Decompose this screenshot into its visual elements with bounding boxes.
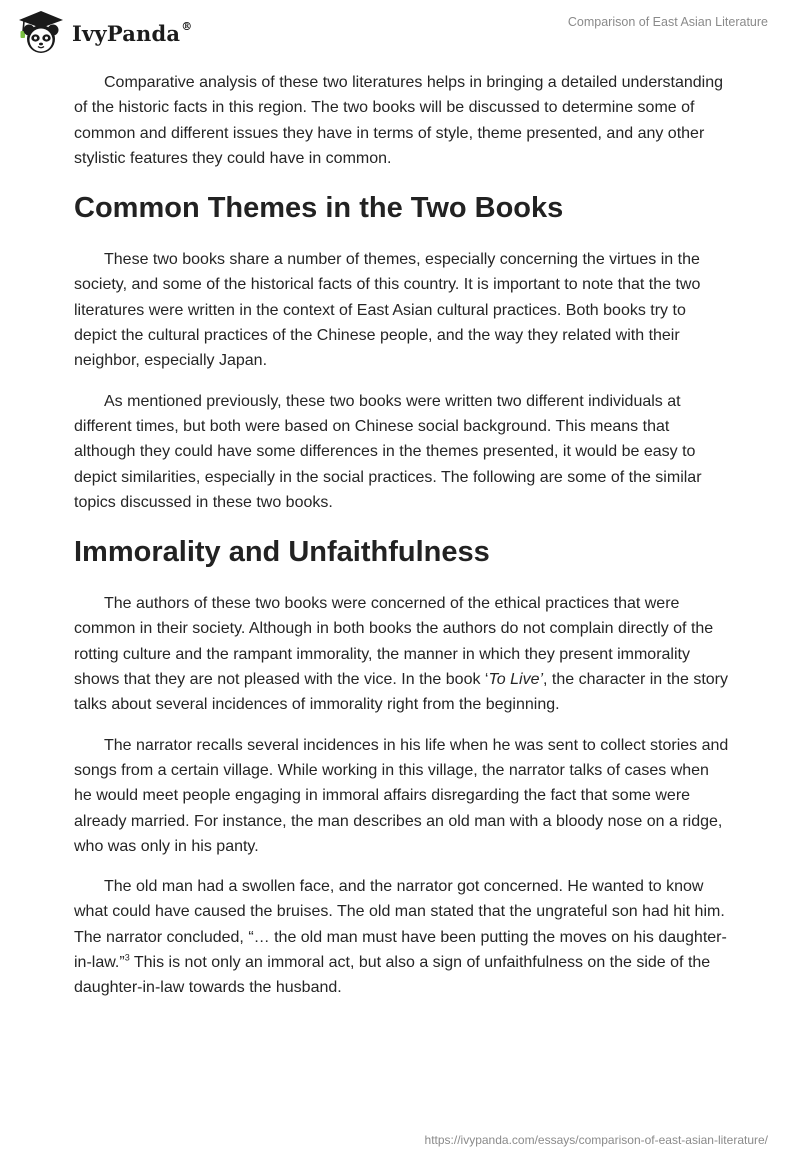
text-segment: The old man had a swollen face, and the narrator got concerned. He wanted to know what could have caused the bruises. The old man stated that the ungrateful son had hit him. The narrator concluded, “… the old man must have been putting the moves on his daughter-in-law.” [74, 878, 727, 972]
paragraph: The narrator recalls several incidences in his life when he was sent to collect stories and songs from a certain village. While working in this village, the narrator talks of cases when he would meet people engaging in immoral affairs disregarding the fact that some were already married. For instance, the man describes an old man with a bloody nose on a ridge, who was only in his panty. [74, 736, 729, 855]
intro-paragraph: Comparative analysis of these two literatures helps in bringing a detailed understanding of the historic facts in this region. The two books will be discussed to determine some of common and different issues they have in terms of style, theme presented, and any other stylistic features they could have in common. [74, 74, 724, 167]
paragraph [74, 874, 730, 1000]
paragraph [74, 591, 730, 717]
document-title: Comparison of East Asian Literature [567, 15, 768, 29]
logo[interactable] [16, 8, 192, 56]
text-segment: This is not only an immoral act, but also a sign of unfaithfulness on the side of the daughter-in-law towards the husband. [74, 954, 711, 997]
section-heading-common-themes: Common Themes in the Two Books [74, 192, 564, 225]
source-url[interactable]: https://ivypanda.com/essays/comparison-of-east-asian-literature/ [424, 1133, 768, 1147]
paragraph: These two books share a number of themes, especially concerning the virtues in the society, and some of the historical facts of this country. It is important to note that the two literatures were written in the context of East Asian cultural practices. Both books try to depict the cultural practices of the Chinese people, and the way they related with their neighbor, especially Japan. [74, 251, 701, 370]
text-segment: The authors of these two books were concerned of the ethical practices that were common in their society. Although in both books the authors do not complain directly of the rotting culture and the rampant immorality, the manner in which they present immorality shows that they are not pleased with the vice. In the book ‘ [74, 595, 714, 689]
registered-mark: ® [181, 19, 193, 33]
section-heading-immorality: Immorality and Unfaithfulness [74, 536, 490, 569]
page-header [0, 0, 800, 64]
footnote-ref[interactable]: 3 [124, 952, 130, 963]
paragraph: As mentioned previously, these two books were written two different individuals at different times, but both were based on Chinese social background. This means that although they could have some differences in the themes presented, it would be easy to depict similarities, especially in the social practices. The following are some of the similar topics discussed in these two books. [74, 392, 702, 511]
panda-graduate-icon [16, 8, 66, 56]
essay-body [74, 70, 730, 1016]
brand-name: IvyPanda® [72, 19, 193, 46]
text-segment: , the character in the story talks about several incidences of immorality right from the beginning. [74, 671, 729, 714]
book-title-to-live: To Live’ [488, 671, 544, 689]
